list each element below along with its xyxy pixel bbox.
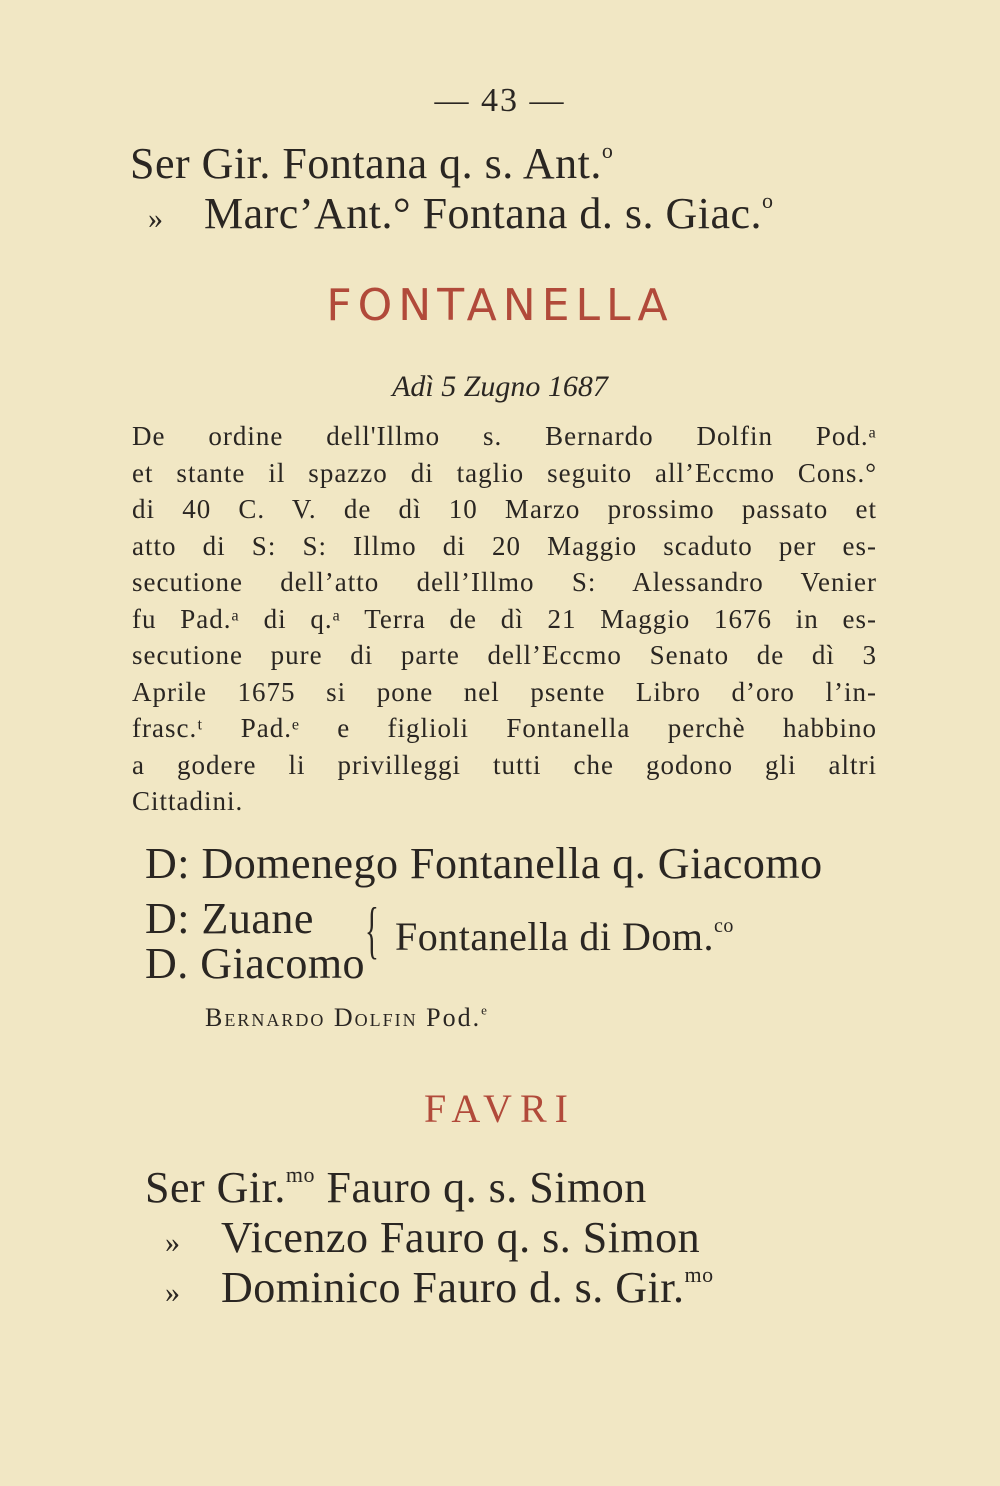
signature-title: Pod. — [426, 1003, 482, 1032]
paragraph-line: frasc.ᵗ Pad.ᵉ e figlioli Fontanella perchè habbino — [132, 713, 877, 743]
signature-superscript: e — [481, 1002, 489, 1018]
paragraph-line: fu Pad.ᵃ di q.ᵃ Terra de dì 21 Maggio 1676 in es- — [132, 603, 877, 634]
decree-paragraph — [132, 418, 877, 820]
entry-text: Dominico Fauro d. s. Gir. — [221, 1263, 685, 1312]
section-heading-fontanella: FONTANELLA — [326, 280, 674, 331]
brace-mark: { — [365, 894, 379, 965]
paragraph-line: De ordine dell'Illmo s. Bernardo Dolfin Pod.ᵃ — [132, 421, 877, 451]
entry-line — [145, 1162, 647, 1213]
paragraph-line: di 40 C. V. de dì 10 Marzo prossimo passato et — [132, 494, 877, 524]
decree-date: Adì 5 Zugno 1687 — [392, 370, 608, 403]
entry-line: D: Domenego Fontanella q. Giacomo — [145, 839, 823, 888]
entry-text: Marc’Ant.° Fontana d. s. Giac. — [204, 189, 763, 238]
entry-superscript: o — [601, 138, 614, 164]
brace-text: Fontanella di Dom. — [395, 914, 714, 959]
entry-text: Ser Gir. Fontana q. s. Ant. — [130, 139, 602, 188]
entry-text: Fauro q. s. Simon — [315, 1163, 647, 1212]
section-heading-favri: FAVRI — [424, 1086, 576, 1131]
entry-superscript: mo — [684, 1262, 714, 1288]
entry-line — [165, 1212, 700, 1263]
page-number: — 43 — — [434, 82, 566, 119]
paragraph-line: et stante il spazzo di taglio seguito all’Eccmo Cons.° — [132, 457, 877, 488]
paragraph-line: a godere li privilleggi tutti che godono gli altri — [132, 749, 877, 780]
entry-line: D. Giacomo — [145, 939, 366, 988]
entry-text: Ser Gir. — [145, 1163, 286, 1212]
brace-text-line — [395, 913, 734, 960]
entry-superscript: mo — [285, 1162, 316, 1188]
ditto-mark: » — [165, 1276, 181, 1309]
ditto-mark: » — [165, 1226, 181, 1259]
paragraph-line: secutione dell’atto dell’Illmo S: Alessandro Venier — [132, 567, 877, 597]
paragraph-line: secutione pure di parte dell’Eccmo Senato de dì 3 — [132, 640, 877, 670]
entry-superscript: o — [762, 188, 774, 214]
entry-line — [148, 188, 774, 239]
signature-line — [205, 1003, 489, 1033]
signature-name: Bernardo Dolfin — [205, 1003, 418, 1032]
brace-superscript: co — [713, 915, 734, 937]
paragraph-line: Cittadini. — [132, 786, 244, 816]
paragraph-line: atto di S: S: Illmo di 20 Maggio scaduto per es- — [132, 530, 877, 561]
entry-line: D: Zuane — [145, 894, 314, 943]
entry-text: Vicenzo Fauro q. s. Simon — [221, 1213, 701, 1262]
ditto-mark: » — [148, 202, 164, 235]
entry-line — [165, 1262, 714, 1313]
paragraph-line: Aprile 1675 si pone nel psente Libro d’oro l’in- — [132, 676, 877, 707]
entry-line — [130, 138, 613, 189]
